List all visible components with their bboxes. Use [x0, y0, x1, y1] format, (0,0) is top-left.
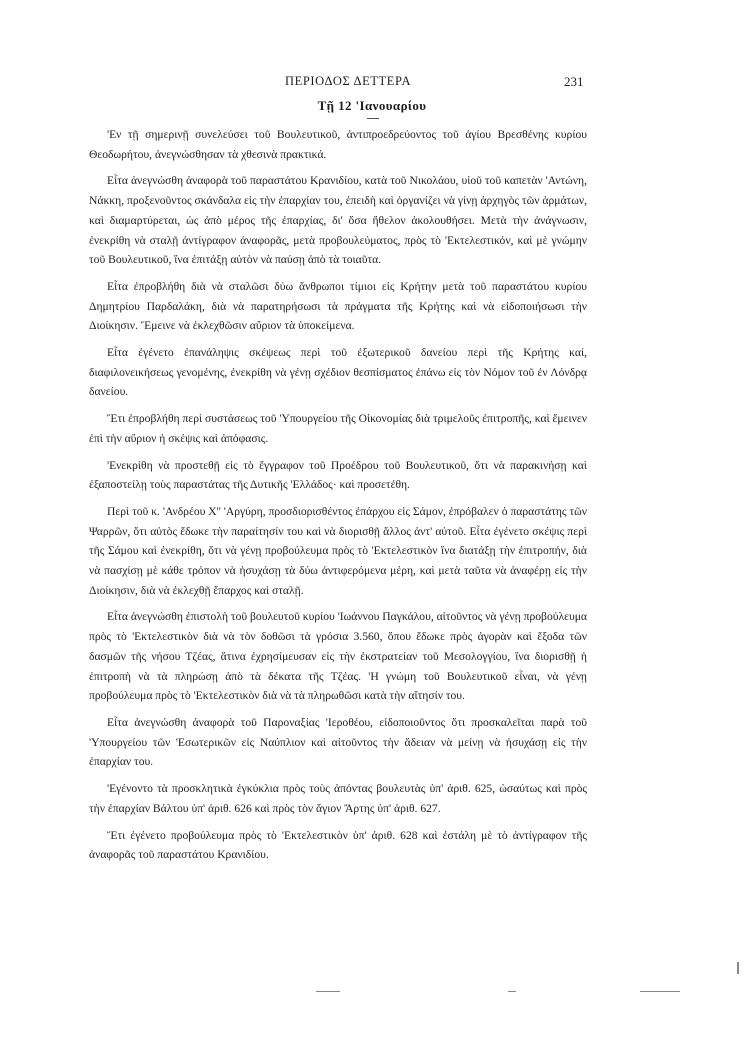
scan-mark: [316, 991, 340, 992]
date-heading-text: Τῇ 12 'Ιανουαρίου: [317, 98, 427, 113]
scan-mark: [508, 991, 516, 992]
heading-separator: [367, 118, 379, 119]
running-head: ΠΕΡΙΟΔΟΣ ΔΕΤΤΕΡΑ: [285, 74, 412, 88]
paragraph: Περὶ τοῦ κ. 'Ανδρέου Χ'' 'Αργύρη, προσδιορισθέντος ἐπάρχου εἰς Σάμον, ἐπρόβαλεν ὁ παραστάτης τῶν Ψαρρῶν, ὅτι αὐτὸς ἔδωκε τὴν παραίτησίν του καὶ νὰ διορισθῇ ἄλλος ἀντ' αὐτοῦ. Εἶτα ἐγένετο σκέψις περὶ τῆς Σάμου καὶ ἐνεκρίθη, ὅτι νὰ γένῃ προβούλευμα πρὸς τὸ 'Εκτελεστικὸν ἵνα διατάξῃ τὴν ἐπιτροπήν, διὰ νὰ πασχίσῃ μὲ κάθε τρόπον νὰ ἡσυχάσῃ τὰ δύω ἀντιφερόμενα μέρη, καὶ μετὰ ταῦτα νὰ ἀναφέρῃ εἰς τὴν Διοίκησιν, διὰ νὰ ἐκλεχθῇ ἔπαρχος καὶ σταλῇ.: [89, 504, 587, 597]
paragraph: Εἶτα ἀνεγνώσθη ἀναφορὰ τοῦ παραστάτου Κρανιδίου, κατὰ τοῦ Νικολάου, υἱοῦ τοῦ καπετὰν 'Αντώνη, Νάκκη, προξενοῦντος σκάνδαλα εἰς τὴν ἐπαρχίαν του, ἐπειδὴ καὶ ὀργανίζει νὰ γίνῃ ἀρχηγὸς τῶν ἁρμάτων, καὶ διαμαρτύρεται, ὡς ἀπὸ μέρος τῆς ἐπαρχίας, δι' ὅσα ἤθελον ἀκολουθήσει. Μετὰ τὴν ἀνάγνωσιν, ἐνεκρίθη νὰ σταλῇ ἀντίγραφον ἀναφορᾶς, μετὰ προβουλεύματος, πρὸς τὸ 'Εκτελεστικόν, καὶ μὲ γνώμην τοῦ Βουλευτικοῦ, ἵνα ἐπιτάξῃ αὐτὸν νὰ παύσῃ ἀπὸ τὰ τοιαῦτα.: [89, 174, 587, 267]
paragraph: Εἶτα ἐπροβλήθη διὰ νὰ σταλῶσι δύω ἄνθρωποι τίμιοι εἰς Κρήτην μετὰ τοῦ παραστάτου κυρίου Δημητρίου Παρδαλάκη, διὰ νὰ παρατηρήσωσι τὰ πράγματα τῆς Κρήτης καὶ νὰ εἰδοποιήσωσι τὴν Διοίκησιν. Ἔμεινε νὰ ἐκλεχθῶσιν αὔριον τὰ ὑποκείμενα.: [89, 279, 587, 333]
paragraph: Ἔτι ἐγένετο προβούλευμα πρὸς τὸ 'Εκτελεστικὸν ὑπ' ἀριθ. 628 καὶ ἐστάλη μὲ τὸ ἀντίγραφον τῆς ἀναφορᾶς τοῦ παραστάτου Κρανιδίου.: [89, 828, 587, 862]
paragraph: Ἔτι ἐπροβλήθη περὶ συστάσεως τοῦ 'Υπουργείου τῆς Οἰκονομίας διὰ τριμελοῦς ἐπιτροπῆς, καὶ ἔμεινεν ἐπὶ τὴν αὔριον ἡ σκέψις καὶ ἀπόφασις.: [89, 412, 587, 445]
paragraph: Εἶτα ἐγένετο ἐπανάληψις σκέψεως περὶ τοῦ ἐξωτερικοῦ δανείου περὶ τῆς Κρήτης καί, διαφιλονεικήσεως γενομένης, ἐνεκρίθη νὰ γένῃ σχέδιον θεσπίσματος ἐπάνω εἰς τὸν Νόμον τοῦ ἐν Λόνδρᾳ δανείου.: [89, 346, 587, 399]
paragraph: 'Ενεκρίθη νὰ προστεθῇ εἰς τὸ ἔγγραφον τοῦ Προέδρου τοῦ Βουλευτικοῦ, ὅτι νὰ παρακινήσῃ καὶ ἐξαποστείλῃ τοὺς παραστάτας τῆς Δυτικῆς 'Ελλάδος· καὶ προσετέθη.: [89, 458, 587, 492]
paragraph: Εἶτα ἀνεγνώσθη ἀναφορὰ τοῦ Παροναξίας 'Ιεροθέου, εἰδοποιοῦντος ὅτι προσκαλεῖται παρὰ τοῦ 'Υπουργείου τῶν 'Εσωτερικῶν εἰς Ναύπλιον καὶ αἰτοῦντος τὴν ἄδειαν νὰ μείνῃ νὰ ἡσυχάσῃ εἰς τὴν ἐπαρχίαν του.: [89, 715, 587, 769]
session-minutes-body: [89, 125, 587, 872]
scan-mark: [640, 991, 680, 992]
paragraph: 'Εν τῇ σημερινῇ συνελεύσει τοῦ Βουλευτικοῦ, ἀντιπροεδρεύοντος τοῦ ἁγίου Βρεσθένης κυρίου Θεοδωρήτου, ἀνεγνώσθησαν τὰ χθεσινὰ πρακτικά.: [89, 128, 587, 161]
date-heading: [0, 98, 744, 114]
paragraph: Εἶτα ἀνεγνώσθη ἐπιστολὴ τοῦ βουλευτοῦ κυρίου 'Ιωάννου Παγκάλου, αἰτοῦντος νὰ γένῃ προβούλευμα πρὸς τὸ 'Εκτελεστικὸν διὰ νὰ τὸν δοθῶσι τὰ γρόσια 3.560, ὅπου ἔδωκε πρὸς ἀγορὰν καὶ ἔξοδα τῶν δασμῶν τῆς νήσου Τζέας, ἅτινα ἐχρησίμευσαν εἰς τὴν ἐκστρατείαν τοῦ Μεσολογγίου, ἵνα διορισθῇ ἡ ἐπιτροπὴ νὰ τὰ πληρώσῃ ἀπὸ τὰ δέκατα τῆς Τζέας. 'Η γνώμη τοῦ Βουλευτικοῦ εἶναι, νὰ γένῃ προβούλευμα πρὸς τὸ 'Εκτελεστικὸν διὰ νὰ τὰ πληρωθῶσι κατὰ τὴν αἴτησίν του.: [89, 610, 587, 703]
scan-mark: [737, 962, 739, 974]
paragraph: 'Εγένοντο τὰ προσκλητικὰ ἐγκύκλια πρὸς τοὺς ἀπόντας βουλευτὰς ὑπ' ἀριθ. 625, ὡσαύτως καὶ πρὸς τὴν ἐπαρχίαν Βάλτου ὑπ' ἀριθ. 626 καὶ πρὸς τὸν ἅγιον Ἄρτης ὑπ' ἀριθ. 627.: [89, 782, 587, 815]
page-number: 231: [564, 74, 584, 89]
